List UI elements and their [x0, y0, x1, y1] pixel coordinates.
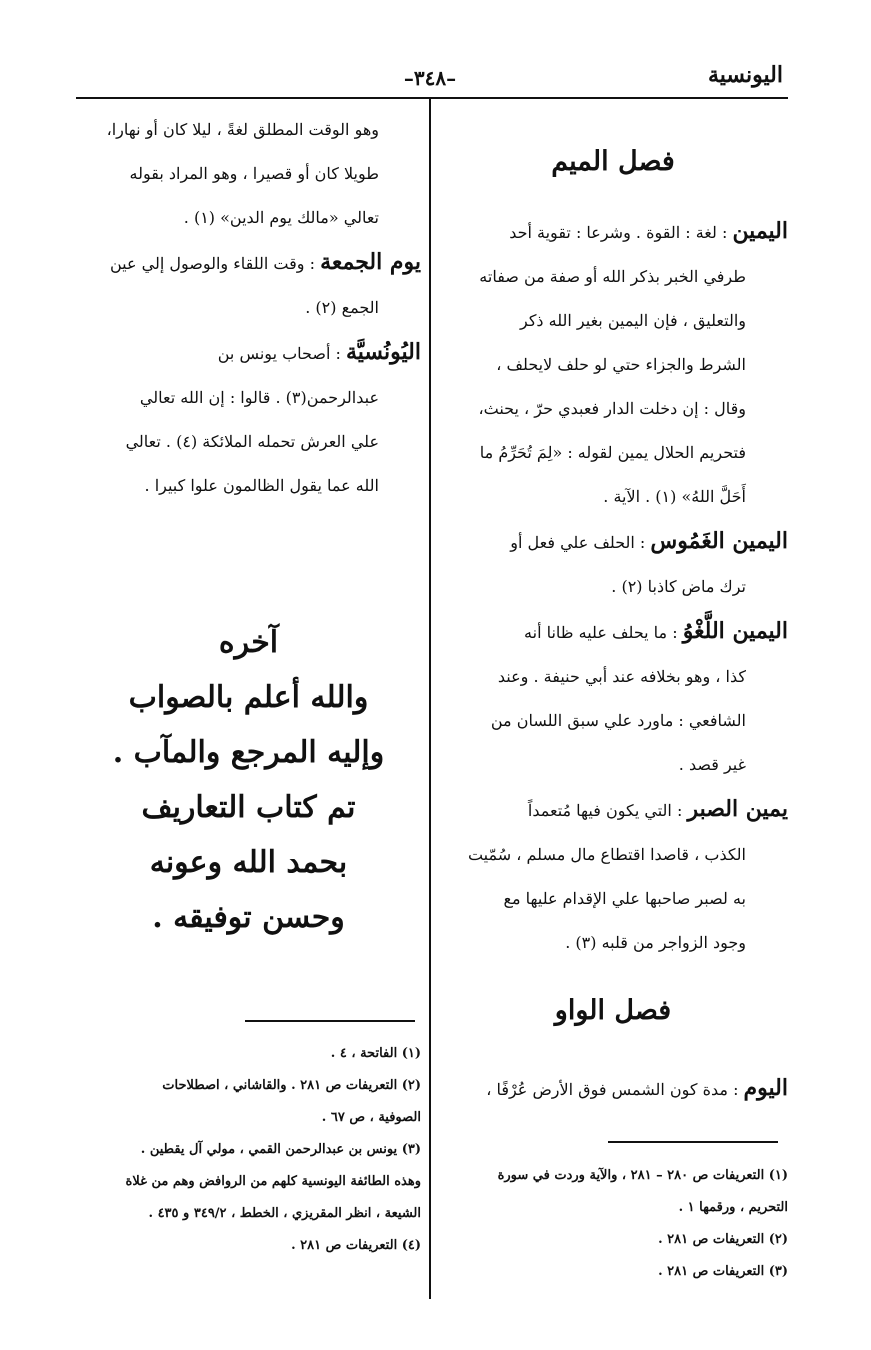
colophon [76, 615, 421, 945]
entry-line: اليمين : لغة : القوة . وشرعا : تقوية أحد [509, 218, 788, 244]
entry-line: غير قصد . [678, 755, 746, 774]
entry-line: طرفي الخبر بذكر الله أو صفة من صفاته [479, 267, 746, 286]
colophon-line: والله أعلم بالصواب [128, 680, 369, 715]
footnote: وهذه الطائفة اليونسية كلهم من الروافض وهم من غلاة [125, 1174, 421, 1189]
entry-yamin-laghw [438, 609, 788, 787]
entry-line: تعالي «مالك يوم الدين» (١) . [183, 208, 379, 227]
entry-line: أَحَلَّ اللهُ» (١) . الآية . [603, 487, 746, 506]
entry-line: علي العرش تحمله الملائكة (٤) . تعالي [125, 432, 379, 451]
column-divider [429, 99, 431, 1299]
footnote: (٣) التعريفات ص ٢٨١ . [658, 1264, 788, 1279]
entry-line: طويلا كان أو قصيرا ، وهو المراد بقوله [129, 164, 379, 183]
footnote: (٢) التعريفات ص ٢٨١ . [658, 1232, 788, 1247]
colophon-line: وحسن توفيقه . [152, 900, 345, 935]
entry-yawm: اليوم : مدة كون الشمس فوق الأرض عُرْفًا ، [486, 1075, 788, 1101]
entry-line: اليُونُسيَّة : أصحاب يونس بن [217, 339, 421, 365]
entry-line: وهو الوقت المطلق لغةً ، ليلا كان أو نهارا، [106, 120, 379, 139]
entry-line: الشافعي : ماورد علي سبق اللسان من [490, 711, 746, 730]
entry-yunusiyya [76, 330, 421, 508]
section-title-mim: فصل الميم [551, 146, 675, 177]
entry-term: اليوم [743, 1075, 788, 1101]
entry-term: اليمين الغَمُوس [650, 528, 788, 554]
section-title-waw: فصل الواو [554, 995, 672, 1026]
colophon-line: تم كتاب التعاريف [141, 790, 356, 825]
colophon-line: آخره [218, 625, 279, 660]
footnotes-left [76, 1038, 421, 1262]
footnote: (٢) التعريفات ص ٢٨١ . والقاشاني ، اصطلاحات [162, 1078, 421, 1093]
left-column [76, 108, 421, 508]
header-rule [76, 97, 788, 99]
colophon-line: وإليه المرجع والمآب . [112, 735, 385, 770]
footnote: (١) الفاتحة ، ٤ . [330, 1046, 421, 1061]
entry-line: الكذب ، قاصدا اقتطاع مال مسلم ، سُمّيت [467, 845, 746, 864]
running-title: اليونسية [707, 62, 783, 88]
entry-line: الجمع (٢) . [305, 298, 379, 317]
entry-term: يوم الجمعة [320, 249, 421, 275]
entry-yamin-ghamus [438, 519, 788, 609]
entry-term: اليمين [732, 218, 788, 244]
entry-yamin [438, 209, 788, 519]
entry-line: الشرط والجزاء حتي لو حلف لايحلف ، [496, 355, 746, 374]
entry-line: يوم الجمعة : وقت اللقاء والوصول إلي عين [109, 249, 421, 275]
entry-yamin-sabr [438, 787, 788, 965]
entry-line: اليمين اللَّغْوُ : ما يحلف عليه ظانا أنه [524, 618, 788, 644]
entry-line: الله عما يقول الظالمون علوا كبيرا . [144, 476, 379, 495]
entry-yawm-jumua [76, 240, 421, 330]
entry-term: يمين الصبر [687, 796, 788, 822]
footnote: التحريم ، ورقمها ١ . [678, 1200, 788, 1215]
footnote: (٤) التعريفات ص ٢٨١ . [291, 1238, 421, 1253]
footnote-rule-left [245, 1020, 415, 1022]
footnote-rule-right [608, 1141, 778, 1143]
entry-line: عبدالرحمن(٣) . قالوا : إن الله تعالي [139, 388, 379, 407]
footnote: الصوفية ، ص ٦٧ . [321, 1110, 421, 1125]
entry-term: اليُونُسيَّة [345, 339, 421, 365]
right-column [438, 120, 788, 1112]
footnote: (١) التعريفات ص ٢٨٠ – ٢٨١ ، والآية وردت في سورة [497, 1168, 788, 1183]
entry-line: والتعليق ، فإن اليمين بغير الله ذكر [519, 311, 746, 330]
footnotes-right [438, 1160, 788, 1288]
page-number: –٣٤٨– [403, 66, 457, 90]
entry-line: ترك ماض كاذبا (٢) . [611, 577, 746, 596]
footnote: (٣) يونس بن عبدالرحمن القمي ، مولي آل يقطين . [140, 1142, 421, 1157]
entry-line: به لصبر صاحبها علي الإقدام عليها مع [503, 889, 746, 908]
footnote: الشيعة ، انظر المقريزي ، الخطط ، ٣٤٩/٢ و ٤٣٥ . [148, 1206, 421, 1221]
colophon-line: بحمد الله وعونه [149, 845, 348, 880]
entry-line: فتحريم الحلال يمين لقوله : «لِمَ تُحَرِّمُ ما [479, 443, 746, 462]
entry-line: وجود الزواجر من قلبه (٣) . [565, 933, 746, 952]
entry-line: كذا ، وهو بخلافه عند أبي حنيفة . وعند [497, 667, 746, 686]
entry-line: وقال : إن دخلت الدار فعبدي حرّ ، يحنث، [478, 399, 746, 418]
entry-line: يمين الصبر : التي يكون فيها مُتعمداً [527, 796, 788, 822]
entry-term: اليمين اللَّغْوُ [682, 618, 788, 644]
entry-line: اليمين الغَمُوس : الحلف علي فعل أو [510, 528, 788, 554]
